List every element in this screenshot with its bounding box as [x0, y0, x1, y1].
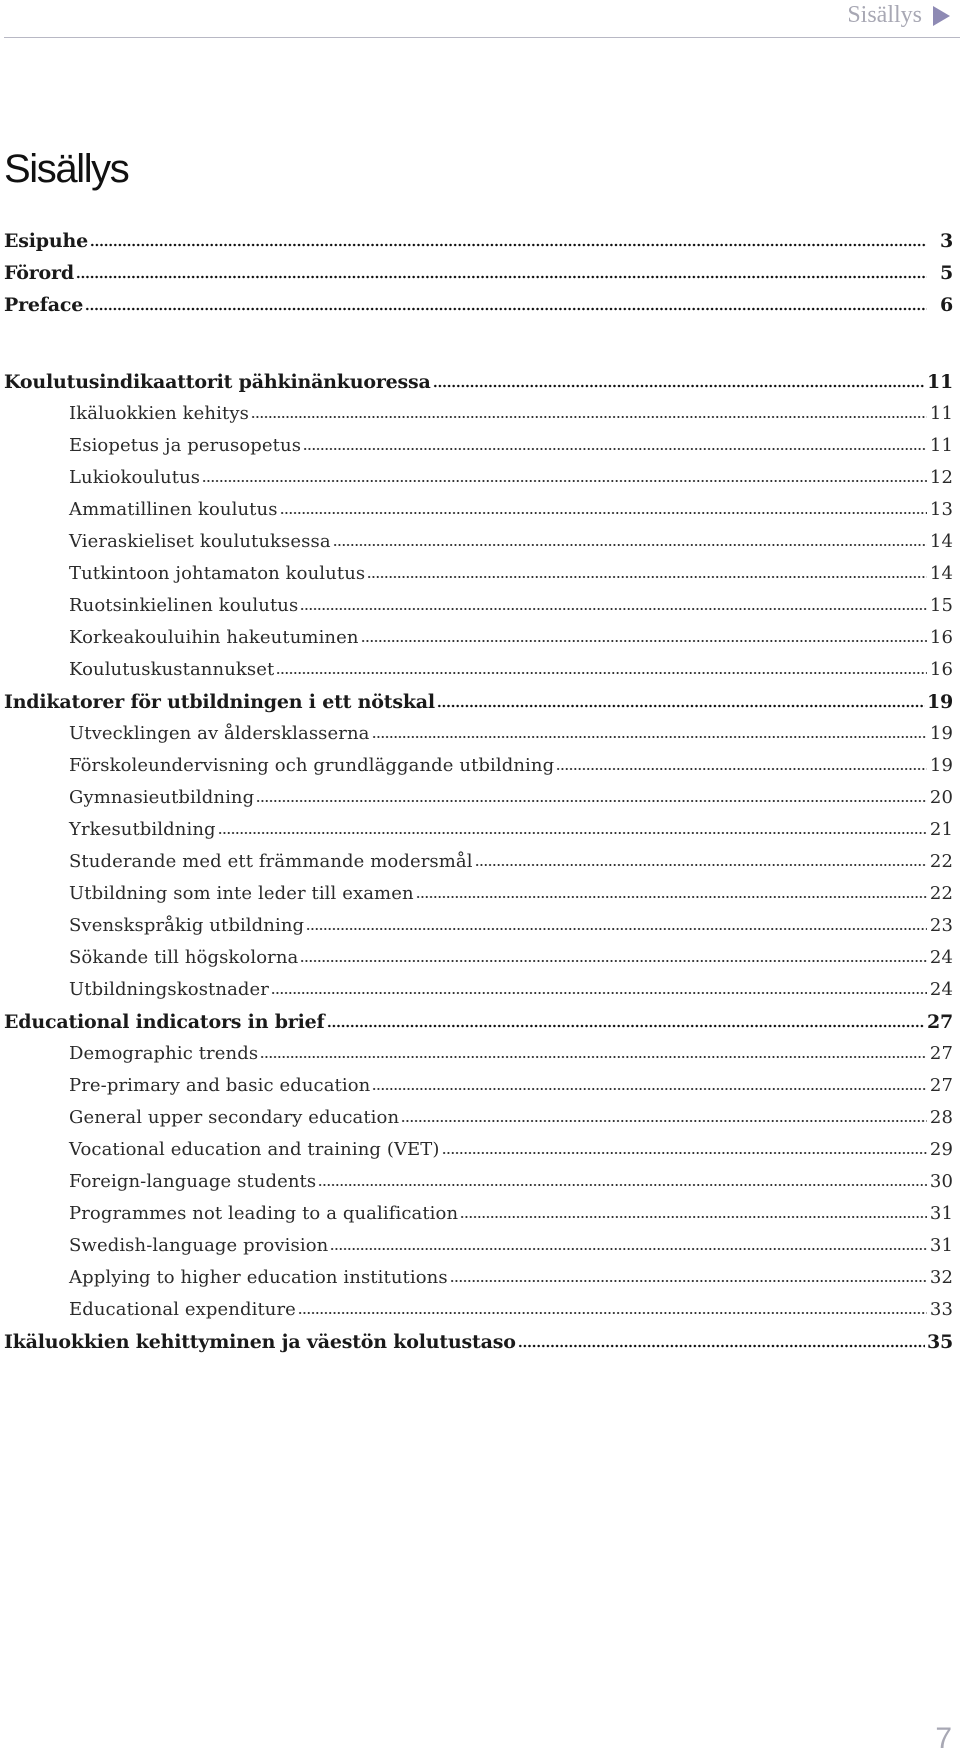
toc-entry-title: Swedish-language provision — [69, 1235, 329, 1256]
toc-entry-title: Utbildning som inte leder till examen — [69, 883, 414, 904]
toc-entry-title: Tutkintoon johtamaton koulutus — [69, 563, 366, 584]
toc-entry-section[interactable] — [4, 627, 953, 659]
dot-leader — [298, 1309, 927, 1315]
toc-entry-title: Sökande till högskolorna — [69, 947, 299, 968]
toc-entry-title: Pre-primary and basic education — [69, 1075, 371, 1096]
dot-leader — [260, 1053, 927, 1059]
toc-entry-page: 16 — [929, 659, 953, 680]
dot-leader — [416, 893, 927, 899]
toc-entry-title: Utbildningskostnader — [69, 979, 269, 1000]
toc-entry-title: Educational expenditure — [69, 1299, 296, 1320]
toc-entry-page: 27 — [926, 1011, 953, 1033]
toc-entry-title: Applying to higher education institutions — [69, 1267, 448, 1288]
toc-entry-section[interactable] — [4, 1299, 953, 1331]
toc-entry-title: Lukiokoulutus — [69, 467, 201, 488]
page-title: Sisällys — [4, 147, 129, 191]
toc-entry-title: Vocational education and training (VET) — [69, 1139, 440, 1160]
toc-entry-section[interactable] — [4, 883, 953, 915]
dot-leader — [306, 925, 927, 931]
toc-entry-chapter[interactable] — [4, 1331, 953, 1363]
dot-leader — [433, 382, 925, 388]
toc-entry-title: Preface — [4, 294, 84, 316]
toc-entry-page: 23 — [929, 915, 953, 936]
toc-entry-page: 11 — [926, 371, 953, 393]
dot-leader — [437, 702, 925, 708]
toc-entry-page: 6 — [939, 294, 953, 316]
dot-leader — [280, 509, 927, 515]
toc-entry-section[interactable] — [4, 755, 953, 787]
dot-leader — [90, 241, 927, 247]
toc-entry-page: 30 — [929, 1171, 953, 1192]
toc-entry-page: 14 — [929, 563, 953, 584]
table-of-contents — [4, 230, 953, 1363]
toc-entry-page: 11 — [929, 403, 953, 424]
toc-entry-section[interactable] — [4, 1267, 953, 1299]
dot-leader — [202, 477, 927, 483]
toc-entry-chapter[interactable] — [4, 691, 953, 723]
page-number: 7 — [935, 1722, 952, 1755]
toc-entry-page: 12 — [929, 467, 953, 488]
dot-leader — [318, 1181, 927, 1187]
toc-entry-title: Demographic trends — [69, 1043, 259, 1064]
toc-entry-section[interactable] — [4, 467, 953, 499]
dot-leader — [85, 305, 927, 311]
toc-entry-page: 22 — [929, 883, 953, 904]
dot-leader — [251, 413, 927, 419]
toc-entry-title: Utvecklingen av åldersklasserna — [69, 723, 370, 744]
dot-leader — [333, 541, 927, 547]
toc-entry-title: Koulutusindikaattorit pähkinänkuoressa — [4, 371, 431, 393]
toc-entry-section[interactable] — [4, 595, 953, 627]
toc-entry-title: Ammatillinen koulutus — [69, 499, 278, 520]
toc-entry-page: 24 — [929, 979, 953, 1000]
dot-leader — [300, 605, 927, 611]
dot-leader — [442, 1149, 927, 1155]
dot-leader — [276, 669, 927, 675]
dot-leader — [401, 1117, 927, 1123]
toc-entry-page: 27 — [929, 1043, 953, 1064]
toc-entry-title: Esiopetus ja perusopetus — [69, 435, 302, 456]
triangle-right-icon — [933, 6, 950, 26]
toc-entry-title: Programmes not leading to a qualification — [69, 1203, 459, 1224]
toc-entry-section[interactable] — [4, 979, 953, 1011]
running-header — [0, 0, 960, 40]
dot-leader — [300, 957, 927, 963]
dot-leader — [271, 989, 927, 995]
toc-entry-page: 19 — [926, 691, 953, 713]
dot-leader — [76, 273, 927, 279]
toc-entry-title: Foreign-language students — [69, 1171, 317, 1192]
toc-entry-section[interactable] — [4, 1107, 953, 1139]
dot-leader — [367, 573, 927, 579]
toc-entry-page: 21 — [929, 819, 953, 840]
toc-entry-page: 19 — [929, 723, 953, 744]
toc-entry-section[interactable] — [4, 1075, 953, 1107]
toc-entry-page: 13 — [929, 499, 953, 520]
toc-entry-page: 31 — [929, 1203, 953, 1224]
toc-entry-chapter[interactable] — [4, 262, 953, 294]
toc-entry-section[interactable] — [4, 915, 953, 947]
toc-entry-title: Ruotsinkielinen koulutus — [69, 595, 299, 616]
dot-leader — [330, 1245, 927, 1251]
toc-entry-chapter[interactable] — [4, 294, 953, 326]
toc-entry-section[interactable] — [4, 499, 953, 531]
dot-leader — [475, 861, 927, 867]
toc-entry-title: Ikäluokkien kehittyminen ja väestön kolutustaso — [4, 1331, 516, 1353]
toc-entry-section[interactable] — [4, 1139, 953, 1171]
dot-leader — [556, 765, 927, 771]
toc-entry-title: Svenskspråkig utbildning — [69, 915, 305, 936]
toc-entry-section[interactable] — [4, 1171, 953, 1203]
toc-entry-page: 29 — [929, 1139, 953, 1160]
toc-entry-title: Esipuhe — [4, 230, 88, 252]
toc-entry-title: Korkeakouluihin hakeutuminen — [69, 627, 359, 648]
toc-entry-section[interactable] — [4, 563, 953, 595]
toc-entry-page: 20 — [929, 787, 953, 808]
toc-entry-page: 31 — [929, 1235, 953, 1256]
dot-leader — [372, 733, 928, 739]
toc-entry-title: Gymnasieutbildning — [69, 787, 255, 808]
toc-entry-chapter[interactable] — [4, 371, 953, 403]
toc-entry-section[interactable] — [4, 1043, 953, 1075]
toc-entry-title: Förord — [4, 262, 74, 284]
toc-entry-title: Koulutuskustannukset — [69, 659, 275, 680]
toc-entry-page: 32 — [929, 1267, 953, 1288]
toc-entry-title: Educational indicators in brief — [4, 1011, 325, 1033]
toc-entry-chapter[interactable] — [4, 1011, 953, 1043]
toc-entry-page: 35 — [926, 1331, 953, 1353]
dot-leader — [361, 637, 927, 643]
toc-entry-page: 19 — [929, 755, 953, 776]
dot-leader — [327, 1022, 925, 1028]
toc-entry-title: Förskoleundervisning och grundläggande utbildning — [69, 755, 555, 776]
toc-entry-page: 22 — [929, 851, 953, 872]
toc-entry-section[interactable] — [4, 1203, 953, 1235]
toc-entry-section[interactable] — [4, 947, 953, 979]
running-header-title: Sisällys — [847, 2, 922, 28]
dot-leader — [256, 797, 927, 803]
toc-entry-chapter[interactable] — [4, 230, 953, 262]
toc-entry-page: 28 — [929, 1107, 953, 1128]
dot-leader — [460, 1213, 927, 1219]
toc-entry-title: Vieraskieliset koulutuksessa — [69, 531, 331, 552]
toc-entry-page: 3 — [939, 230, 953, 252]
dot-leader — [218, 829, 927, 835]
toc-entry-title: Studerande med ett främmande modersmål — [69, 851, 473, 872]
toc-entry-title: General upper secondary education — [69, 1107, 400, 1128]
toc-entry-page: 15 — [929, 595, 953, 616]
toc-entry-section[interactable] — [4, 531, 953, 563]
toc-entry-page: 16 — [929, 627, 953, 648]
toc-entry-title: Indikatorer för utbildningen i ett nötskal — [4, 691, 435, 713]
toc-entry-section[interactable] — [4, 787, 953, 819]
toc-entry-section[interactable] — [4, 819, 953, 851]
toc-entry-section[interactable] — [4, 851, 953, 883]
dot-leader — [518, 1342, 925, 1348]
header-divider — [4, 37, 960, 38]
dot-leader — [372, 1085, 927, 1091]
toc-entry-title: Ikäluokkien kehitys — [69, 403, 249, 424]
toc-entry-page: 11 — [929, 435, 953, 456]
toc-entry-section[interactable] — [4, 403, 953, 435]
toc-entry-title: Yrkesutbildning — [69, 819, 216, 840]
toc-entry-page: 24 — [929, 947, 953, 968]
toc-entry-section[interactable] — [4, 723, 953, 755]
toc-entry-page: 33 — [929, 1299, 953, 1320]
toc-entry-page: 14 — [929, 531, 953, 552]
toc-entry-page: 5 — [939, 262, 953, 284]
toc-entry-section[interactable] — [4, 1235, 953, 1267]
toc-entry-page: 27 — [929, 1075, 953, 1096]
toc-entry-section[interactable] — [4, 435, 953, 467]
dot-leader — [303, 445, 927, 451]
toc-entry-section[interactable] — [4, 659, 953, 691]
dot-leader — [450, 1277, 927, 1283]
